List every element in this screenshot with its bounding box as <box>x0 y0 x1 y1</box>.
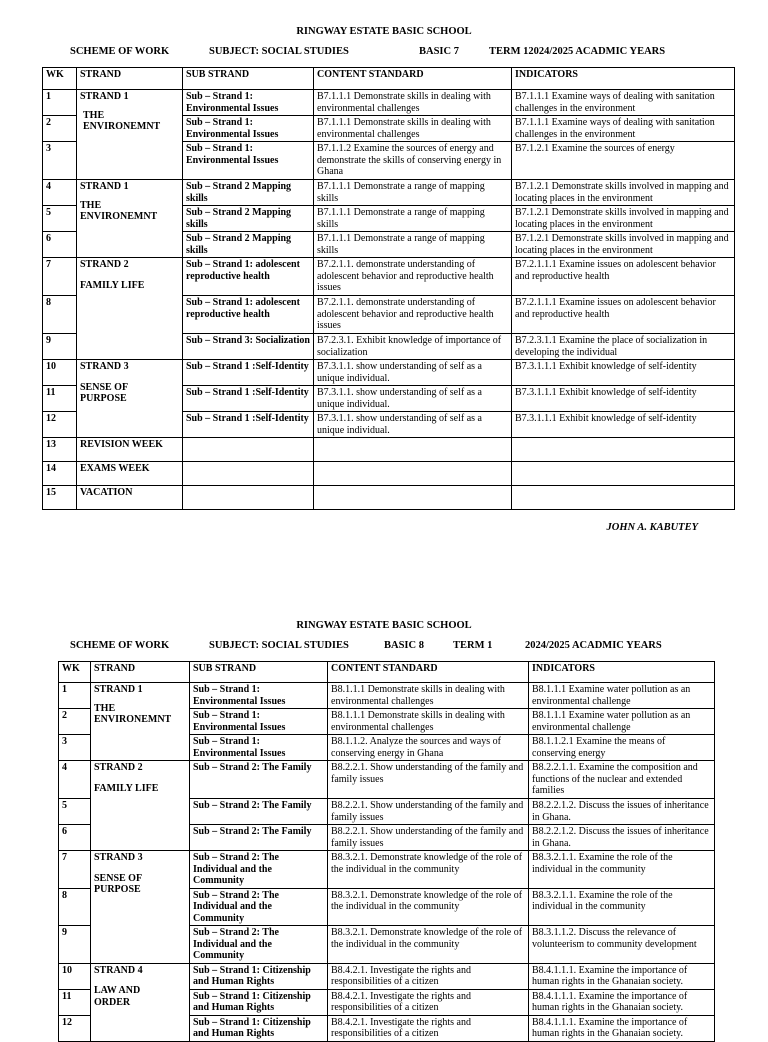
strand-label: STRAND 1 <box>80 181 129 192</box>
week-number: 11 <box>43 386 77 412</box>
week-number: 3 <box>59 735 91 761</box>
indicator-cell: B7.1.2.1 Demonstrate skills involved in mapping and locating places in the environment <box>512 206 735 232</box>
sub-strand-cell: Sub – Strand 1: adolescent reproductive health <box>183 258 314 296</box>
sub-strand-cell: Sub – Strand 1: Citizenship and Human Rights <box>190 989 328 1015</box>
strand-name: SENSE OF PURPOSE <box>94 872 142 895</box>
header-wk: WK <box>59 662 91 683</box>
week-number: 12 <box>43 412 77 438</box>
content-standard-cell: B8.1.1.1 Demonstrate skills in dealing with environmental challenges <box>328 683 529 709</box>
week-number: 9 <box>43 334 77 360</box>
content-standard-cell: B7.2.1.1. demonstrate understanding of adolescent behavior and reproductive health issues <box>314 258 512 296</box>
indicator-cell: B7.3.1.1.1 Exhibit knowledge of self-identity <box>512 360 735 386</box>
sub-strand-cell: Sub – Strand 1: Citizenship and Human Rights <box>190 1015 328 1041</box>
scheme-table-basic8 <box>58 661 715 1042</box>
empty-cell <box>512 462 735 486</box>
week-number: 8 <box>59 888 91 926</box>
sub-strand-cell: Sub – Strand 2: The Individual and the Community <box>190 851 328 889</box>
week-number: 6 <box>59 825 91 851</box>
content-standard-cell: B7.1.1.1 Demonstrate skills in dealing with environmental challenges <box>314 116 512 142</box>
basic-label: BASIC 7 <box>419 46 459 57</box>
strand-label: STRAND 1 <box>80 91 129 102</box>
indicator-cell: B7.1.2.1 Demonstrate skills involved in mapping and locating places in the environment <box>512 180 735 206</box>
content-standard-cell: B8.2.2.1. Show understanding of the family and family issues <box>328 799 529 825</box>
header-indicators: INDICATORS <box>529 662 715 683</box>
sub-strand-cell: Sub – Strand 2: The Family <box>190 761 328 799</box>
school-title: RINGWAY ESTATE BASIC SCHOOL <box>296 26 472 37</box>
indicator-cell: B7.1.2.1 Examine the sources of energy <box>512 142 735 180</box>
indicator-cell: B8.3.1.1.2. Discuss the relevance of volunteerism to community development <box>529 926 715 964</box>
empty-cell <box>183 486 314 510</box>
week-number: 5 <box>43 206 77 232</box>
content-standard-cell: B8.3.2.1. Demonstrate knowledge of the role of the individual in the community <box>328 926 529 964</box>
content-standard-cell: B7.3.1.1. show understanding of self as a unique individual. <box>314 386 512 412</box>
strand-cell <box>91 963 190 1041</box>
sub-strand-cell: Sub – Strand 1: Environmental Issues <box>183 142 314 180</box>
strand-cell <box>91 683 190 761</box>
indicator-cell: B7.1.1.1 Examine ways of dealing with sanitation challenges in the environment <box>512 90 735 116</box>
indicator-cell: B8.4.1.1.1. Examine the importance of human rights in the Ghanaian society. <box>529 989 715 1015</box>
sub-strand-cell: Sub – Strand 2: The Individual and the Community <box>190 888 328 926</box>
indicator-cell: B8.1.1.1 Examine water pollution as an environmental challenge <box>529 709 715 735</box>
strand-cell <box>77 180 183 258</box>
week-number: 1 <box>59 683 91 709</box>
content-standard-cell: B7.1.1.1 Demonstrate a range of mapping skills <box>314 206 512 232</box>
header-sub-strand: SUB STRAND <box>190 662 328 683</box>
academic-year-label: 2024/2025 ACADMIC YEARS <box>525 640 662 651</box>
sub-strand-cell: Sub – Strand 1: adolescent reproductive health <box>183 296 314 334</box>
revision-week-label: REVISION WEEK <box>77 438 183 462</box>
scheme-label: SCHEME OF WORK <box>70 640 170 651</box>
header-strand: STRAND <box>77 68 183 90</box>
sub-strand-cell: Sub – Strand 1 :Self-Identity <box>183 412 314 438</box>
scheme-label: SCHEME OF WORK <box>70 46 170 57</box>
content-standard-cell: B8.4.2.1. Investigate the rights and responsibilities of a citizen <box>328 963 529 989</box>
content-standard-cell: B8.2.2.1. Show understanding of the family and family issues <box>328 825 529 851</box>
content-standard-cell: B8.3.2.1. Demonstrate knowledge of the role of the individual in the community <box>328 888 529 926</box>
empty-cell <box>183 438 314 462</box>
sub-strand-cell: Sub – Strand 1 :Self-Identity <box>183 386 314 412</box>
indicator-cell: B8.4.1.1.1. Examine the importance of human rights in the Ghanaian society. <box>529 1015 715 1041</box>
content-standard-cell: B8.3.2.1. Demonstrate knowledge of the role of the individual in the community <box>328 851 529 889</box>
header-content-standard: CONTENT STANDARD <box>314 68 512 90</box>
content-standard-cell: B7.1.1.1 Demonstrate a range of mapping skills <box>314 232 512 258</box>
indicator-cell: B8.2.2.1.1. Examine the composition and functions of the nuclear and extended families <box>529 761 715 799</box>
indicator-cell: B8.1.1.2.1 Examine the means of conserving energy <box>529 735 715 761</box>
strand-label: STRAND 3 <box>80 361 129 372</box>
strand-cell <box>77 360 183 438</box>
indicator-cell: B7.2.1.1.1 Examine issues on adolescent behavior and reproductive health <box>512 296 735 334</box>
subject-label: SUBJECT: SOCIAL STUDIES <box>209 46 349 57</box>
week-number: 13 <box>43 438 77 462</box>
empty-cell <box>512 438 735 462</box>
strand-label: STRAND 2 <box>80 259 129 270</box>
vacation-label: VACATION <box>77 486 183 510</box>
empty-cell <box>512 486 735 510</box>
strand-label: STRAND 2 <box>94 762 143 773</box>
indicator-cell: B7.3.1.1.1 Exhibit knowledge of self-identity <box>512 412 735 438</box>
content-standard-cell: B7.1.1.2 Examine the sources of energy and demonstrate the skills of conserving energy in Ghana <box>314 142 512 180</box>
sub-strand-cell: Sub – Strand 1: Environmental Issues <box>190 683 328 709</box>
strand-cell <box>91 851 190 964</box>
sub-strand-cell: Sub – Strand 2: The Family <box>190 825 328 851</box>
sub-strand-cell: Sub – Strand 1: Environmental Issues <box>183 90 314 116</box>
week-number: 10 <box>59 963 91 989</box>
sub-strand-cell: Sub – Strand 2: The Individual and the Community <box>190 926 328 964</box>
strand-name: FAMILY LIFE <box>94 782 159 794</box>
indicator-cell: B8.3.2.1.1. Examine the role of the individual in the community <box>529 888 715 926</box>
week-number: 4 <box>59 761 91 799</box>
indicator-cell: B7.2.3.1.1 Examine the place of socialization in developing the individual <box>512 334 735 360</box>
content-standard-cell: B7.2.3.1. Exhibit knowledge of importance of socialization <box>314 334 512 360</box>
content-standard-cell: B7.3.1.1. show understanding of self as a unique individual. <box>314 412 512 438</box>
strand-name: FAMILY LIFE <box>80 279 145 291</box>
basic-label: BASIC 8 <box>384 640 424 651</box>
content-standard-cell: B8.4.2.1. Investigate the rights and responsibilities of a citizen <box>328 1015 529 1041</box>
strand-label: STRAND 4 <box>94 964 143 976</box>
strand-cell <box>91 761 190 851</box>
indicator-cell: B7.3.1.1.1 Exhibit knowledge of self-identity <box>512 386 735 412</box>
sub-strand-cell: Sub – Strand 2: The Family <box>190 799 328 825</box>
week-number: 4 <box>43 180 77 206</box>
empty-cell <box>314 462 512 486</box>
header-strand: STRAND <box>91 662 190 683</box>
strand-name: THE ENVIRONEMNT <box>94 702 172 725</box>
sub-strand-cell: Sub – Strand 2 Mapping skills <box>183 232 314 258</box>
week-number: 12 <box>59 1015 91 1041</box>
teacher-signature: JOHN A. KABUTEY <box>606 522 698 533</box>
empty-cell <box>314 438 512 462</box>
content-standard-cell: B7.1.1.1 Demonstrate a range of mapping skills <box>314 180 512 206</box>
strand-name: THE ENVIRONEMNT <box>83 109 161 132</box>
content-standard-cell: B7.2.1.1. demonstrate understanding of adolescent behavior and reproductive health issues <box>314 296 512 334</box>
header-indicators: INDICATORS <box>512 68 735 90</box>
week-number: 11 <box>59 989 91 1015</box>
scheme-table-basic7 <box>42 67 735 510</box>
week-number: 10 <box>43 360 77 386</box>
strand-label: STRAND 1 <box>94 684 143 695</box>
indicator-cell: B8.4.1.1.1. Examine the importance of human rights in the Ghanaian society. <box>529 963 715 989</box>
indicator-cell: B7.2.1.1.1 Examine issues on adolescent behavior and reproductive health <box>512 258 735 296</box>
sub-strand-cell: Sub – Strand 1: Environmental Issues <box>183 116 314 142</box>
sub-strand-cell: Sub – Strand 1: Environmental Issues <box>190 735 328 761</box>
strand-name: THE ENVIRONEMNT <box>80 199 158 222</box>
sub-strand-cell: Sub – Strand 1: Environmental Issues <box>190 709 328 735</box>
week-number: 7 <box>59 851 91 889</box>
week-number: 7 <box>43 258 77 296</box>
subject-label: SUBJECT: SOCIAL STUDIES <box>209 640 349 651</box>
week-number: 2 <box>43 116 77 142</box>
strand-name: SENSE OF PURPOSE <box>80 381 128 404</box>
sub-strand-cell: Sub – Strand 2 Mapping skills <box>183 206 314 232</box>
sub-strand-cell: Sub – Strand 3: Socialization <box>183 334 314 360</box>
exams-week-label: EXAMS WEEK <box>77 462 183 486</box>
empty-cell <box>183 462 314 486</box>
sub-strand-cell: Sub – Strand 2 Mapping skills <box>183 180 314 206</box>
content-standard-cell: B8.4.2.1. Investigate the rights and responsibilities of a citizen <box>328 989 529 1015</box>
indicator-cell: B7.1.2.1 Demonstrate skills involved in mapping and locating places in the environment <box>512 232 735 258</box>
strand-cell <box>77 258 183 360</box>
week-number: 8 <box>43 296 77 334</box>
school-title: RINGWAY ESTATE BASIC SCHOOL <box>296 620 472 631</box>
content-standard-cell: B7.3.1.1. show understanding of self as a unique individual. <box>314 360 512 386</box>
strand-name: LAW AND ORDER <box>94 985 141 1008</box>
header-wk: WK <box>43 68 77 90</box>
week-number: 15 <box>43 486 77 510</box>
strand-cell <box>77 90 183 180</box>
header-sub-strand: SUB STRAND <box>183 68 314 90</box>
indicator-cell: B8.2.2.1.2. Discuss the issues of inheritance in Ghana. <box>529 825 715 851</box>
week-number: 2 <box>59 709 91 735</box>
empty-cell <box>314 486 512 510</box>
indicator-cell: B8.3.2.1.1. Examine the role of the individual in the community <box>529 851 715 889</box>
sub-strand-cell: Sub – Strand 1 :Self-Identity <box>183 360 314 386</box>
week-number: 9 <box>59 926 91 964</box>
content-standard-cell: B8.1.1.2. Analyze the sources and ways of conserving energy in Ghana <box>328 735 529 761</box>
week-number: 3 <box>43 142 77 180</box>
content-standard-cell: B7.1.1.1 Demonstrate skills in dealing with environmental challenges <box>314 90 512 116</box>
indicator-cell: B8.2.2.1.2. Discuss the issues of inheritance in Ghana. <box>529 799 715 825</box>
content-standard-cell: B8.2.2.1. Show understanding of the family and family issues <box>328 761 529 799</box>
indicator-cell: B8.1.1.1 Examine water pollution as an environmental challenge <box>529 683 715 709</box>
term-label: TERM 12024/2025 ACADMIC YEARS <box>489 46 666 57</box>
indicator-cell: B7.1.1.1 Examine ways of dealing with sanitation challenges in the environment <box>512 116 735 142</box>
week-number: 14 <box>43 462 77 486</box>
term-label: TERM 1 <box>453 640 493 651</box>
week-number: 1 <box>43 90 77 116</box>
week-number: 6 <box>43 232 77 258</box>
sub-strand-cell: Sub – Strand 1: Citizenship and Human Rights <box>190 963 328 989</box>
content-standard-cell: B8.1.1.1 Demonstrate skills in dealing with environmental challenges <box>328 709 529 735</box>
header-content-standard: CONTENT STANDARD <box>328 662 529 683</box>
week-number: 5 <box>59 799 91 825</box>
strand-label: STRAND 3 <box>94 852 143 863</box>
